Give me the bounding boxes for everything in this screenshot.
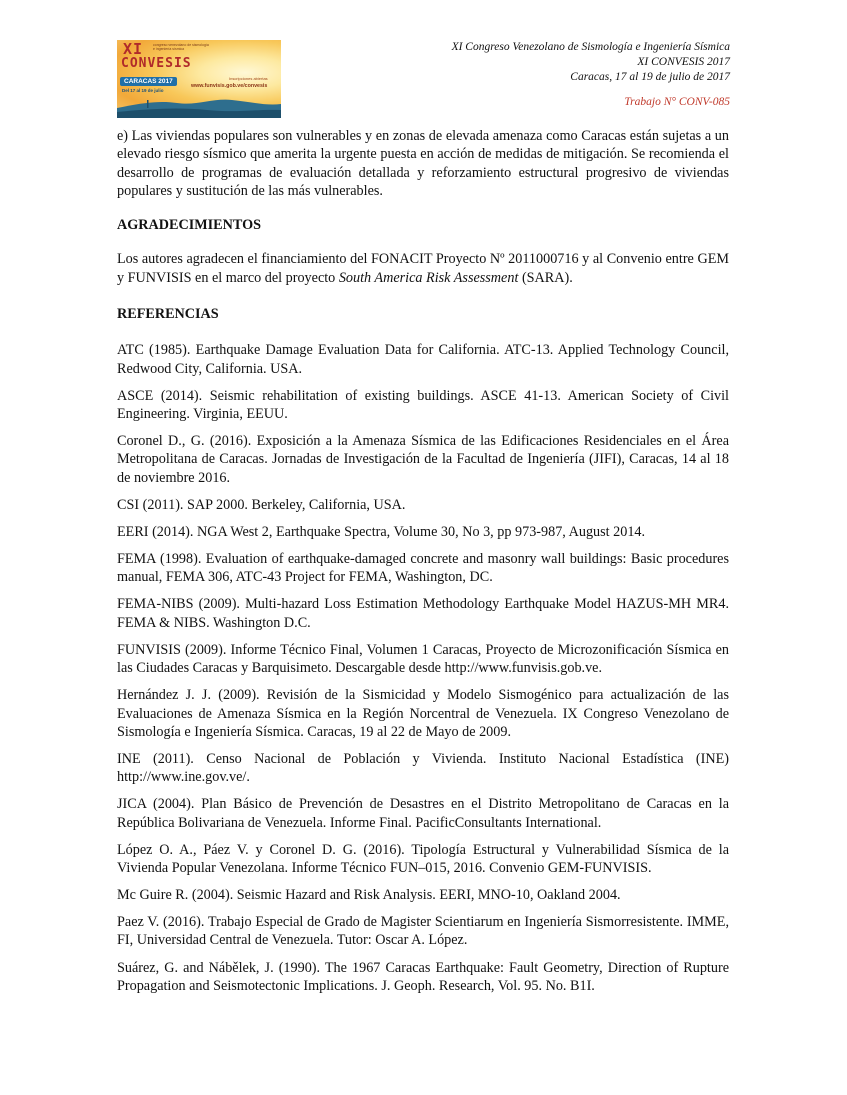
reference-item: ASCE (2014). Seismic rehabilitation of existing buildings. ASCE 41-13. American Society of Civil Engineering. Virginia, EEUU.	[117, 387, 729, 423]
paper-number: Trabajo N° CONV-085	[624, 96, 730, 108]
ack-paragraph	[117, 250, 729, 287]
page-content	[117, 127, 729, 995]
logo-xi-text: XI	[123, 40, 144, 58]
reference-item: FEMA (1998). Evaluation of earthquake-damaged concrete and masonry wall buildings: Basic procedures manual, FEMA 306, ATC-43 Project for FEMA, Washington, DC.	[117, 551, 729, 586]
reference-item: INE (2011). Censo Nacional de Población y Vivienda. Instituto Nacional Estadística (INE) http://www.ine.gov.ve/.	[117, 750, 729, 786]
header-congress-line: XI Congreso Venezolano de Sismología e Ingeniería Sísmica	[451, 41, 730, 53]
reference-item: Coronel D., G. (2016). Exposición a la Amenaza Sísmica de las Edificaciones Residenciales en el Área Metropolitana de Caracas. Jornadas de Investigación de la Facultad de Ingeniería (JIFI), Caracas, 14 al 18 de noviembre 2016.	[117, 433, 729, 486]
logo-url: www.funvisis.gob.ve/convesis	[191, 83, 268, 89]
reference-item: Mc Guire R. (2004). Seismic Hazard and Risk Analysis. EERI, MNO-10, Oakland 2004.	[117, 887, 621, 904]
reference-item: Hernández J. J. (2009). Revisión de la Sismicidad y Modelo Sismogénico para actualización de las Evaluaciones de Amenaza Sísmica en la Región Norcentral de Venezuela. IX Congreso Venezolano de Sismología e Ingeniería Sísmica. Caracas, 19 al 22 de Mayo de 2009.	[117, 687, 729, 740]
conference-logo	[117, 40, 281, 118]
ack-text-end: (SARA).	[518, 269, 573, 286]
reference-item: JICA (2004). Plan Básico de Prevención de Desastres en el Distrito Metropolitano de Caracas en la República Bolivariana de Venezuela. Informe Final. PacificConsultants International.	[117, 796, 729, 831]
reference-item: López O. A., Páez V. y Coronel D. G. (2016). Tipología Estructural y Vulnerabilidad Sísmica de la Vivienda Popular Venezolana. Informe Técnico FUN–015, 2016. Convenio GEM-FUNVISIS.	[117, 841, 729, 876]
reference-item: EERI (2014). NGA West 2, Earthquake Spectra, Volume 30, No 3, pp 973-987, August 2014.	[117, 523, 646, 540]
reference-item: Paez V. (2016). Trabajo Especial de Grado de Magister Scientiarum en Ingeniería Sismorresistente. IMME, FI, Universidad Central de Venezuela. Tutor: Oscar A. López.	[117, 914, 729, 949]
running-header	[452, 40, 730, 85]
logo-convesis-text: CONVESIS	[121, 56, 192, 71]
references-heading: REFERENCIAS	[117, 306, 219, 323]
logo-landscape-icon	[117, 94, 281, 118]
ack-text: Los autores agradecen el financiamiento del FONACIT Proyecto Nº 2011000716 y al Convenio entre GEM y FUNVISIS en el marco del proyecto	[117, 251, 729, 286]
reference-item: Suárez, G. and Nábělek, J. (1990). The 1967 Caracas Earthquake: Fault Geometry, Direction of Rupture Propagation and Seismotectonic Implications. J. Geoph. Research, Vol. 95. No. B1I.	[117, 959, 729, 994]
ack-heading: AGRADECIMIENTOS	[117, 217, 262, 234]
reference-item: ATC (1985). Earthquake Damage Evaluation Data for California. ATC-13. Applied Technology Council, Redwood City, California. USA.	[117, 342, 729, 377]
logo-dates: Del 17 al 19 de julio	[122, 88, 164, 93]
conclusion-paragraph: e) Las viviendas populares son vulnerables y en zonas de elevada amenaza como Caracas están sujetas a un elevado riesgo sísmico que amerita la urgente puesta en acción de medidas de mitigación. Se recomienda el desarrollo de programas de evaluación detallada y reforzamiento estructural progresivo de viviendas populares y sustitución de las más vulnerables.	[117, 128, 729, 199]
reference-item: CSI (2011). SAP 2000. Berkeley, California, USA.	[117, 496, 406, 513]
reference-item: FUNVISIS (2009). Informe Técnico Final, Volumen 1 Caracas, Proyecto de Microzonificación Sísmica en las Ciudades Caracas y Barquisimeto. Descargable desde http://www.funvisis.gob.ve.	[117, 641, 729, 677]
logo-badge: CARACAS 2017	[120, 77, 177, 86]
reference-item: FEMA-NIBS (2009). Multi-hazard Loss Estimation Methodology Earthquake Model HAZUS-MH MR4. FEMA & NIBS. Washington D.C.	[117, 596, 729, 631]
logo-tagline: congreso venezolano de sismología e ingeniería sísmica	[153, 43, 209, 52]
header-date-line: Caracas, 17 al 19 de julio de 2017	[570, 71, 730, 83]
header-convesis-line: XI CONVESIS 2017	[637, 56, 730, 68]
ack-project-name: South America Risk Assessment	[338, 269, 519, 286]
logo-inscriptions: Inscripciones abiertas	[229, 76, 268, 81]
